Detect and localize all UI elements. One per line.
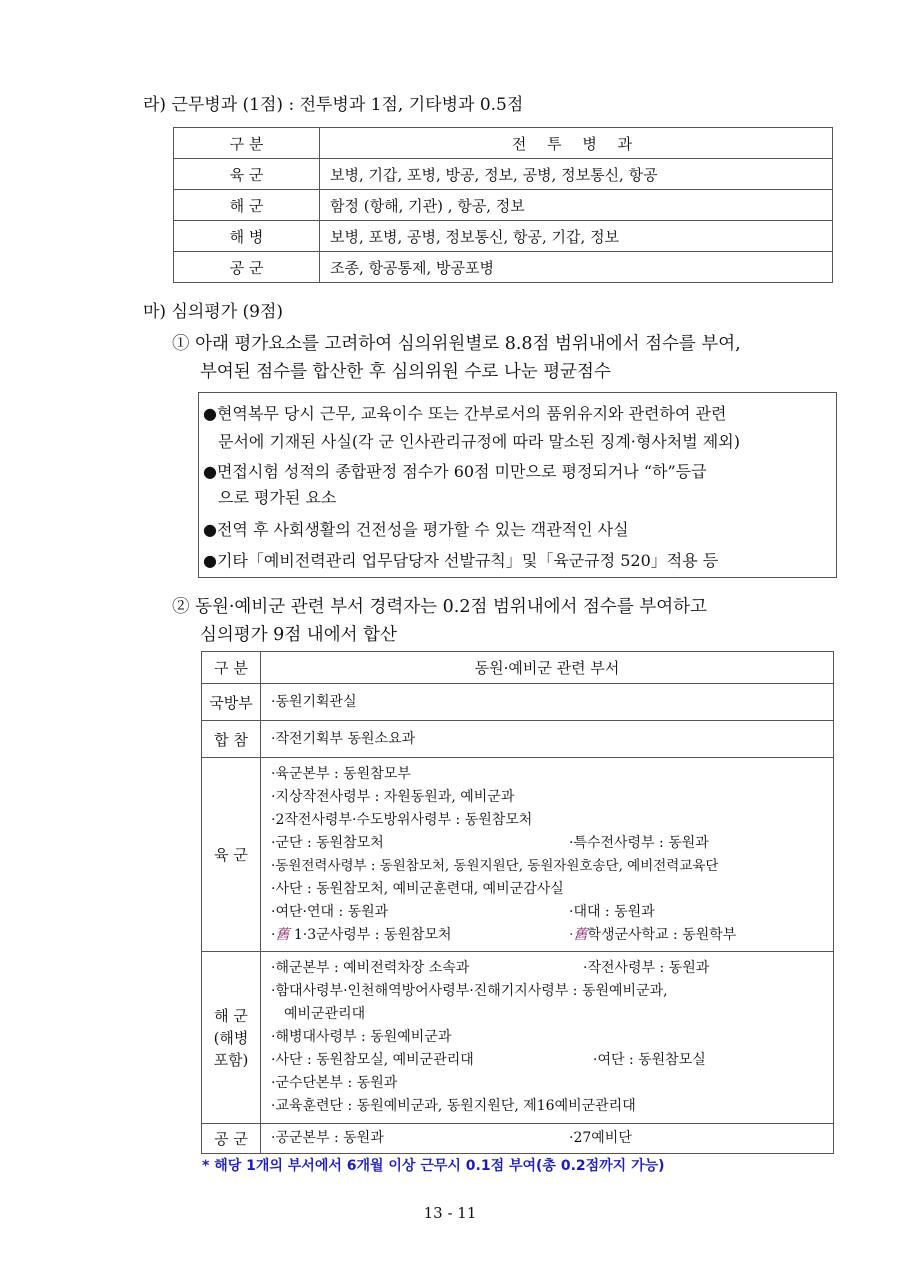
table-cell: 함정 (항해, 기관) , 항공, 정보 (320, 190, 833, 221)
list-item: ·공군본부 : 동원과 (271, 1130, 384, 1146)
list-item: ·사단 : 동원참모처, 예비군훈련대, 예비군감사실 (271, 880, 564, 897)
item-1-line-1: ① 아래 평가요소를 고려하여 심의위원별로 8.8점 범위내에서 점수를 부여, (172, 334, 741, 354)
list-item: ·해군본부 : 예비전력차장 소속과 (271, 960, 470, 976)
list-item: ·동원기획관실 (271, 693, 357, 710)
list-item: ·2작전사령부·수도방위사령부 : 동원참모처 (271, 811, 533, 828)
mobilization-department-table (201, 651, 834, 1154)
list-item: ·동원전력사령부 : 동원참모처, 동원지원단, 동원자원호송단, 예비전력교육단 (271, 857, 719, 874)
list-item: ·사단 : 동원참모실, 예비군관리대 (271, 1052, 474, 1068)
table-header: 동원·예비군 관련 부서 (261, 652, 834, 684)
bullet-1-line-1: ●현역복무 당시 근무, 교육이수 또는 간부로서의 품위유지와 관련하여 관련 (203, 404, 727, 423)
list-item: ·여단·연대 : 동원과 (271, 903, 389, 920)
list-item: ·함대사령부·인천해역방어사령부·진해기지사령부 : 동원예비군과, (271, 983, 668, 999)
list-item: ·대대 : 동원과 (569, 903, 655, 920)
list-item: ·특수전사령부 : 동원과 (569, 834, 709, 851)
bullet-1-line-2: 문서에 기재된 사실(각 군 인사관리규정에 따라 말소된 징계·형사처벌 제외) (218, 432, 740, 451)
list-item: ·舊 1·3군사령부 : 동원참모처 (271, 926, 452, 943)
list-item: ·여단 : 동원참모실 (593, 1052, 706, 1068)
list-item: ·지상작전사령부 : 자원동원과, 예비군과 (271, 788, 515, 805)
table-header: 전 투 병 과 (320, 128, 833, 159)
bullet-2-line-1: ●면접시험 성적의 종합판정 점수가 60점 미만으로 평정되거나 “하”등급 (203, 462, 707, 481)
table-cell: 보병, 기갑, 포병, 방공, 정보, 공병, 정보통신, 항공 (320, 159, 833, 190)
section-ra-heading: 라) 근무병과 (1점) : 전투병과 1점, 기타병과 0.5점 (143, 95, 524, 115)
table-header: 구 분 (202, 652, 261, 684)
bullet-2-line-2: 으로 평가된 요소 (218, 488, 337, 507)
list-item: ·군수단본부 : 동원과 (271, 1075, 398, 1091)
row-label-navy: 해 군 (해병 포함) (202, 952, 261, 1124)
evaluation-criteria-box (198, 392, 837, 578)
table-cell: 조종, 항공통제, 방공포병 (320, 252, 833, 283)
table-header: 구 분 (174, 128, 320, 159)
page-number: 13 - 11 (423, 1204, 477, 1222)
list-item: ·작전사령부 : 동원과 (583, 960, 710, 976)
bullet-4: ●기타「예비전력관리 업무담당자 선발규칙」및「육군규정 520」적용 등 (203, 551, 719, 570)
table-cell: 해 병 (174, 221, 320, 252)
list-item: ·舊학생군사학교 : 동원학부 (569, 926, 737, 943)
list-item: ·작전기획부 동원소요과 (271, 730, 416, 747)
footnote: * 해당 1개의 부서에서 6개월 이상 근무시 0.1점 부여(총 0.2점까지 가능) (202, 1158, 665, 1174)
bullet-3: ●전역 후 사회생활의 건전성을 평가할 수 있는 객관적인 사실 (203, 520, 629, 539)
item-1-line-2: 부여된 점수를 합산한 후 심의위원 수로 나눈 평균점수 (200, 362, 611, 382)
list-item: ·육군본부 : 동원참모부 (271, 765, 411, 782)
list-item: ·27예비단 (569, 1130, 632, 1146)
list-item: 예비군관리대 (284, 1006, 366, 1022)
combat-branch-table (173, 127, 833, 283)
item-2-line-1: ② 동원·예비군 관련 부서 경력자는 0.2점 범위내에서 점수를 부여하고 (172, 597, 707, 617)
table-cell: 보병, 포병, 공병, 정보통신, 항공, 기갑, 정보 (320, 221, 833, 252)
row-label-mnd: 국방부 (202, 684, 261, 721)
row-label-jcs: 합 참 (202, 721, 261, 758)
row-label-air-force: 공 군 (202, 1124, 261, 1154)
table-cell: 육 군 (174, 159, 320, 190)
list-item: ·교육훈련단 : 동원예비군과, 동원지원단, 제16예비군관리대 (271, 1098, 636, 1114)
list-item: ·해병대사령부 : 동원예비군과 (271, 1029, 452, 1045)
table-cell: 해 군 (174, 190, 320, 221)
table-cell: 공 군 (174, 252, 320, 283)
list-item: ·군단 : 동원참모처 (271, 834, 384, 851)
row-label-army: 육 군 (202, 758, 261, 952)
item-2-line-2: 심의평가 9점 내에서 합산 (200, 625, 397, 645)
section-ma-heading: 마) 심의평가 (9점) (143, 302, 284, 322)
old-mark: 舊 (573, 926, 588, 943)
old-mark: 舊 (275, 926, 290, 943)
